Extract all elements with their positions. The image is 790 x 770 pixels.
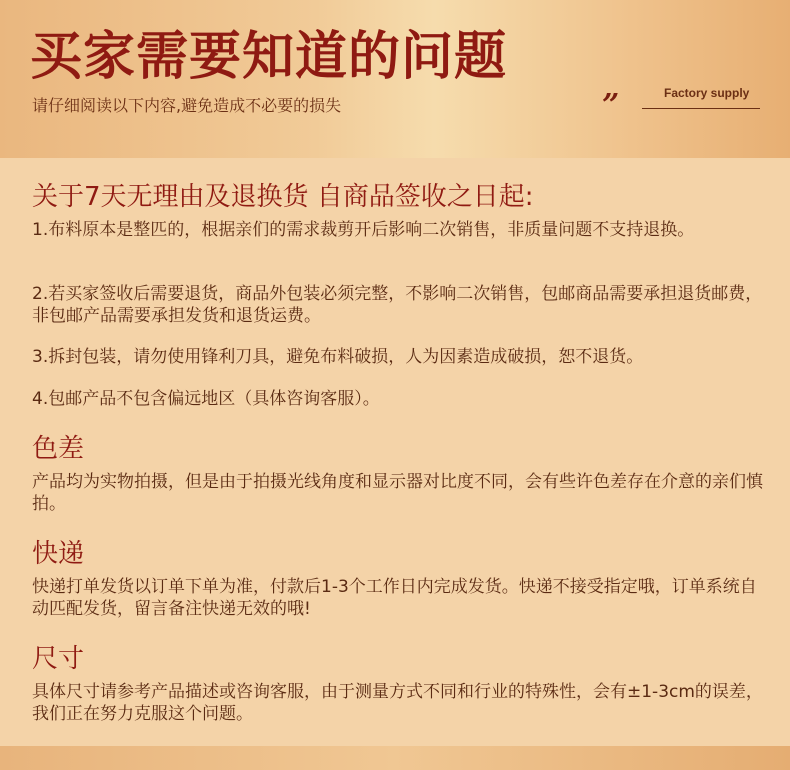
returns-item-2: 2.若买家签收后需要退货，商品外包装必须完整，不影响二次销售，包邮商品需要承担退货邮费，非包邮产品需要承担发货和退货运费。 (32, 284, 763, 326)
color-heading: 色差 (32, 434, 85, 464)
shipping-text: 快递打单发货以订单下单为准，付款后1-3个工作日内完成发货。快递不接受指定哦，订单系统自动匹配发货，留言备注快递无效的哦! (32, 577, 757, 619)
page-title: 买家需要知道的问题 (30, 27, 508, 87)
bottom-bar (0, 746, 790, 770)
content-panel (0, 158, 790, 746)
size-text: 具体尺寸请参考产品描述或咨询客服，由于测量方式不同和行业的特殊性，会有±1-3cm的误差，我们正在努力克服这个问题。 (32, 682, 763, 724)
factory-underline (642, 108, 760, 109)
color-text: 产品均为实物拍摄，但是由于拍摄光线角度和显示器对比度不同，会有些许色差存在介意的亲们慎拍。 (32, 472, 763, 514)
quote-mark-icon: ” (602, 88, 620, 123)
size-heading: 尺寸 (32, 644, 85, 674)
returns-item-4: 4.包邮产品不包含偏远地区（具体咨询客服）。 (32, 389, 380, 409)
shipping-heading: 快递 (32, 539, 85, 569)
factory-supply-label: Factory supply (664, 86, 750, 100)
page-subtitle: 请仔细阅读以下内容,避免造成不必要的损失 (32, 96, 342, 115)
returns-heading: 关于7天无理由及退换货 自商品签收之日起: (32, 182, 534, 212)
returns-item-1: 1.布料原本是整匹的，根据亲们的需求裁剪开后影响二次销售，非质量问题不支持退换。 (32, 220, 695, 240)
returns-item-3: 3.拆封包装，请勿使用锋利刀具，避免布料破损，人为因素造成破损，恕不退货。 (32, 347, 644, 367)
header-banner (0, 0, 790, 158)
